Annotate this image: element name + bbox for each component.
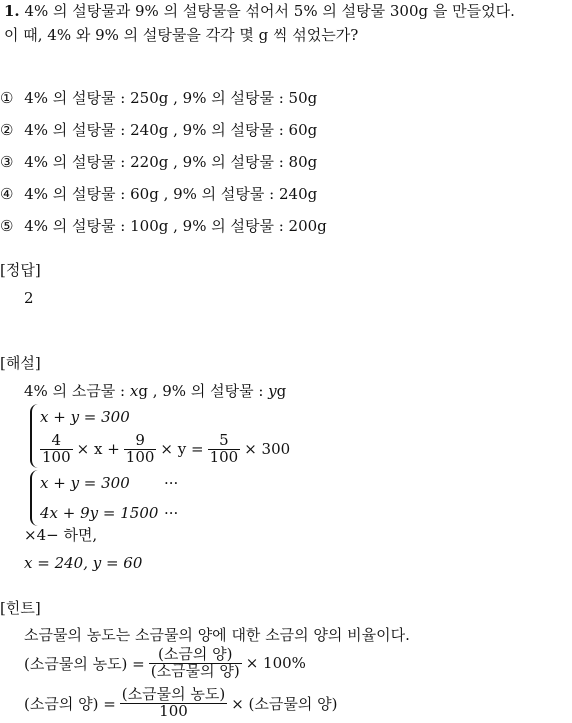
formula-rhs: × 100%	[245, 654, 306, 672]
vars-prefix: 4% 의 소금물 :	[24, 382, 130, 400]
denominator: 100	[42, 447, 71, 466]
system2-dots-1: ···	[164, 474, 179, 492]
solution-result	[24, 556, 142, 571]
formula-rhs: × (소금물의 양)	[231, 694, 338, 713]
hint-line-1: 소금물의 농도는 소금물의 양에 대한 소금의 양의 비율이다.	[24, 626, 410, 644]
result-text: x = 240, y = 60	[24, 554, 143, 572]
question-text-2: 이 때, 4% 와 9% 의 설탕물을 각각 몇 g 씩 섞었는가?	[4, 26, 359, 44]
option-text: 4% 의 설탕물 : 60g , 9% 의 설탕물 : 240g	[24, 185, 318, 203]
option-text: 4% 의 설탕물 : 240g , 9% 의 설탕물 : 60g	[24, 121, 318, 139]
eq-text: x + y = 300	[40, 474, 130, 492]
system1-eq1	[40, 410, 130, 425]
option-4[interactable]	[0, 187, 317, 202]
question-line-1	[4, 4, 515, 19]
solution-variables	[24, 384, 286, 399]
vars-mid: g , 9% 의 설탕물 :	[138, 382, 269, 400]
fraction	[149, 644, 242, 680]
fraction	[120, 684, 227, 720]
vars-end: g	[276, 382, 287, 400]
solution-step: ×4− 하면,	[24, 526, 98, 544]
eq-text: x + y = 300	[40, 408, 130, 426]
question-text-1: 4% 의 설탕물과 9% 의 설탕물을 섞어서 5% 의 설탕물 300g 을 만들었다.	[24, 2, 515, 20]
numerator: 9	[135, 430, 145, 449]
question-number: 1.	[4, 2, 20, 20]
option-marker: ⑤	[0, 217, 14, 235]
system1-eq2	[40, 430, 290, 468]
denominator: (소금물의 양)	[150, 661, 240, 680]
option-marker: ③	[0, 153, 14, 171]
system2-dots-2: ···	[164, 504, 179, 522]
option-2[interactable]	[0, 123, 317, 138]
formula-lhs: (소금물의 농도) =	[24, 654, 145, 673]
numerator: (소금물의 농도)	[121, 684, 226, 703]
option-text: 4% 의 설탕물 : 250g , 9% 의 설탕물 : 50g	[24, 89, 318, 107]
numerator: 5	[219, 430, 229, 449]
var-y: y	[268, 382, 277, 400]
hint-label: [힌트]	[0, 599, 41, 617]
option-marker: ①	[0, 89, 14, 107]
denominator: 100	[209, 447, 239, 466]
denominator: 100	[125, 447, 155, 466]
option-marker: ②	[0, 121, 14, 139]
hint-formula-2	[24, 684, 337, 722]
formula-lhs: (소금의 양) =	[24, 694, 116, 713]
denominator: 100	[120, 703, 227, 720]
option-text: 4% 의 설탕물 : 220g , 9% 의 설탕물 : 80g	[24, 153, 318, 171]
eq-op: × y =	[160, 440, 204, 458]
option-5[interactable]	[0, 219, 327, 234]
solution-label: [해설]	[0, 354, 41, 372]
fraction	[208, 430, 241, 466]
numerator: (소금의 양)	[158, 644, 233, 663]
var-x: x	[129, 382, 139, 400]
option-1[interactable]	[0, 91, 317, 106]
eq-text: 4x + 9y = 1500	[40, 504, 159, 522]
system-brace-2	[30, 470, 40, 526]
eq-op: × x +	[76, 440, 120, 458]
answer-label: [정답]	[0, 261, 41, 279]
hint-formula-1	[24, 644, 306, 682]
answer-value: 2	[24, 289, 34, 307]
eq-op: × 300	[244, 440, 291, 458]
numerator: 4	[51, 430, 62, 449]
option-marker: ④	[0, 185, 14, 203]
option-text: 4% 의 설탕물 : 100g , 9% 의 설탕물 : 200g	[24, 217, 327, 235]
system-brace-1	[30, 404, 40, 468]
system2-eq1	[40, 476, 130, 491]
fraction	[124, 430, 157, 466]
system2-eq2	[40, 506, 158, 521]
option-3[interactable]	[0, 155, 317, 170]
fraction	[40, 430, 73, 466]
